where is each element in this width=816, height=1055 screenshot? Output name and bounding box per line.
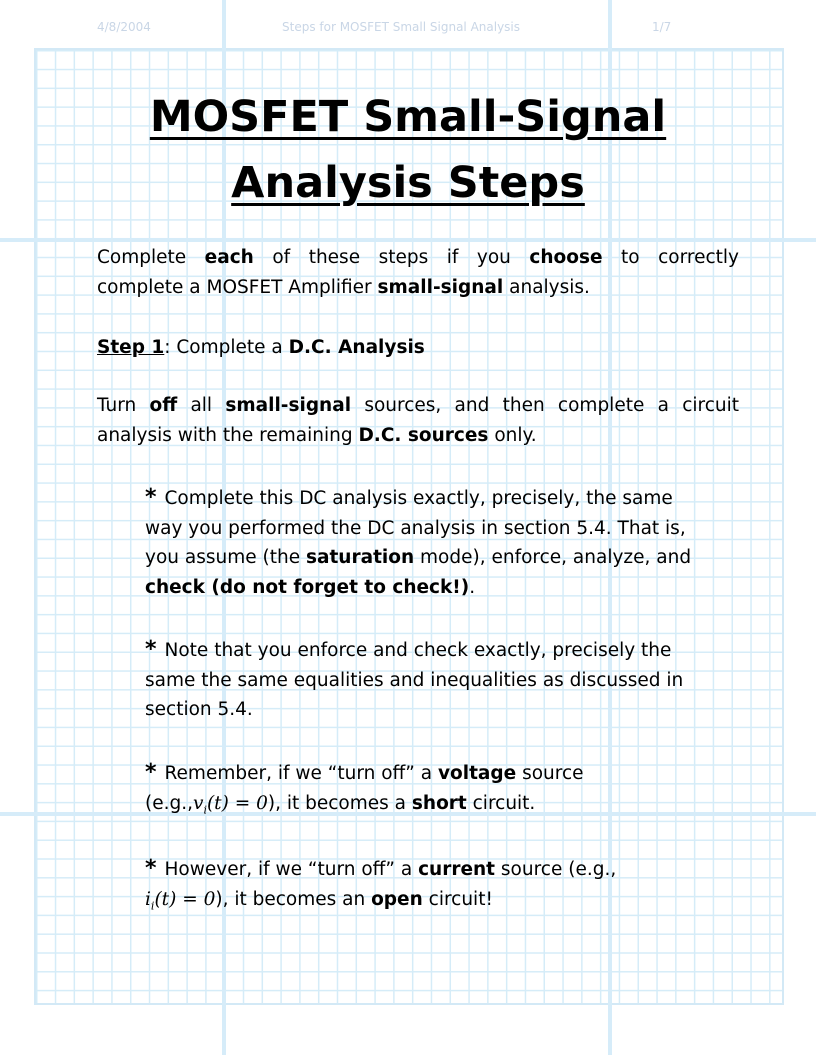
title-line-1: MOSFET Small-Signal xyxy=(149,92,667,142)
intro-line-2: complete a MOSFET Amplifier small-signal analysis. xyxy=(97,276,590,298)
header-title: Steps for MOSFET Small Signal Analysis xyxy=(282,20,521,34)
bullet-current-source: * However, if we “turn off” a current source (e.g., $i_i(t) = 0$), it becomes an open circuit! xyxy=(145,856,617,913)
title-line-2: Analysis Steps xyxy=(231,158,585,208)
grid-major-line xyxy=(0,238,816,242)
bullet-star-icon: * xyxy=(145,856,157,881)
bullet-star-icon: * xyxy=(145,760,157,785)
step-1-label: Step 1 xyxy=(97,337,165,358)
page-title xyxy=(0,84,816,216)
intro-paragraph xyxy=(97,243,739,302)
bullet-voltage-source: * Remember, if we “turn off” a voltage source $(e.g.,v_i(t) = 0)$, it becomes a short circuit. xyxy=(145,760,584,817)
turn-off-line-2: analysis with the remaining D.C. sources only. xyxy=(97,424,537,446)
turn-off-paragraph xyxy=(97,391,739,450)
turn-off-line-1: Turn off all small-signal sources, and then complete a circuit xyxy=(97,395,739,416)
intro-line-1: Complete each of these steps if you choose to correctly xyxy=(97,247,740,268)
step-1-heading: Step 1: Complete a D.C. Analysis xyxy=(97,337,425,358)
voltage-math-expr: $v_i(t) = 0$ xyxy=(192,792,268,817)
bullet-enforce-check: * Note that you enforce and check exactly, precisely the same the same equalities and inequalities as discussed in section 5.4. xyxy=(145,637,684,720)
current-math-expr: $i_i(t) = 0$ xyxy=(145,888,216,913)
header-page-number: 1/7 xyxy=(652,20,672,34)
bullet-star-icon: * xyxy=(145,637,157,662)
header-date: 4/8/2004 xyxy=(97,20,151,34)
bullet-dc-analysis: * Complete this DC analysis exactly, precisely, the same way you performed the DC analysis in section 5.4. That is, you assume (the saturation mode), enforce, analyze, and check (do not forget to check!). xyxy=(145,485,692,598)
bullet-star-icon: * xyxy=(145,485,157,510)
